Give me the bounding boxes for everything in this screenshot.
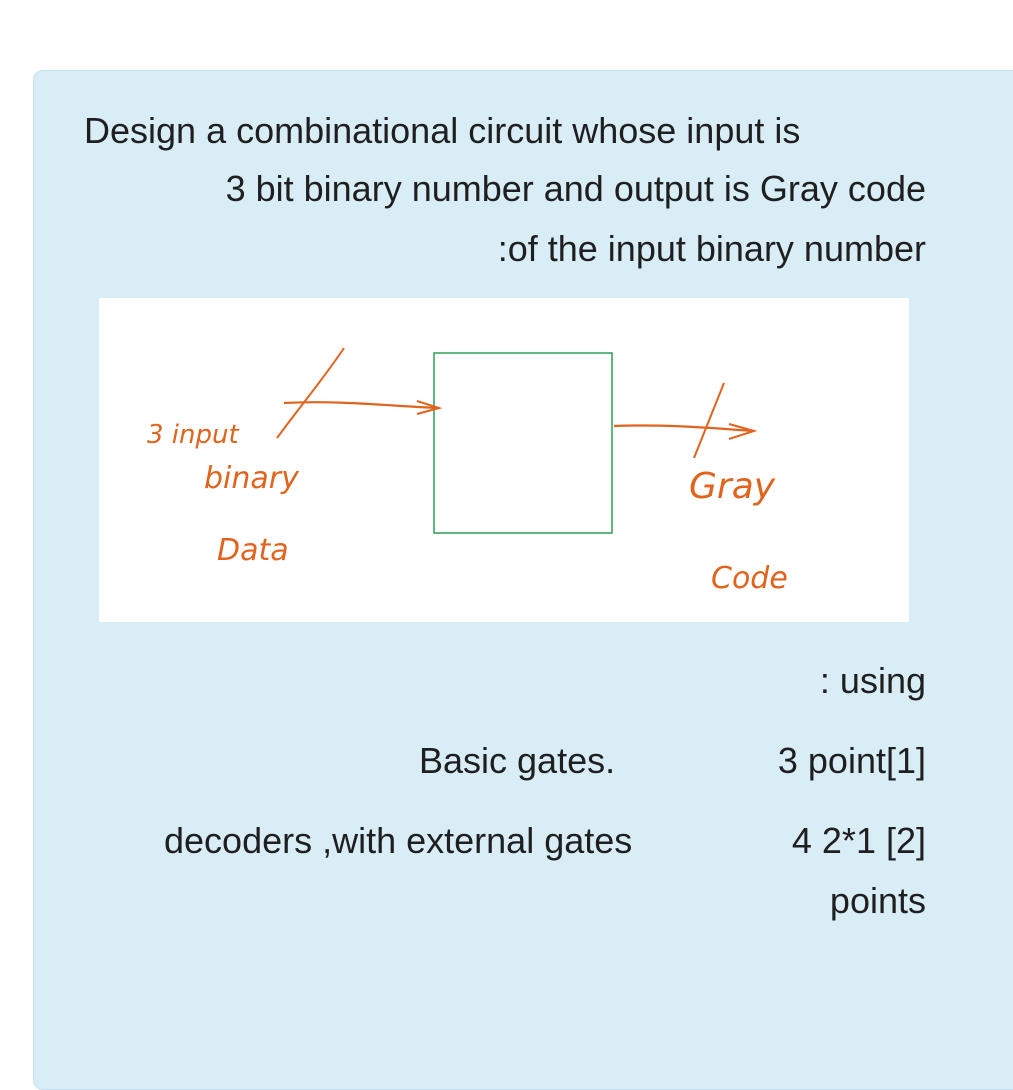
circuit-sketch-image (99, 298, 909, 622)
question-line-1: Design a combinational circuit whose input is (84, 110, 801, 151)
output-label-line-2: Code (711, 561, 788, 596)
input-bus-slash (277, 348, 344, 438)
input-label-line-3: Data (217, 533, 289, 568)
question-line-2: 3 bit binary number and output is Gray code (225, 168, 926, 209)
option-basic-gates: Basic gates. (419, 740, 616, 781)
question-card (33, 70, 1013, 1090)
using-label: : using (819, 660, 926, 701)
option-decoders: decoders ,with external gates (164, 820, 633, 861)
option-decoder-points-line-1: 4 2*1 [2] (791, 820, 926, 861)
output-label-line-1: Gray (689, 466, 776, 507)
output-bus-slash (694, 383, 724, 458)
option-decoder-points-line-2: points (829, 880, 926, 921)
output-arrowhead (729, 424, 754, 439)
input-arrow (284, 402, 439, 408)
question-line-3: :of the input binary number (497, 228, 926, 269)
output-arrow (614, 425, 754, 431)
input-label-line-1: 3 input (147, 420, 239, 450)
option-basic-points: 3 point[1] (777, 740, 926, 781)
circuit-box (434, 353, 612, 533)
input-label-line-2: binary (204, 461, 299, 496)
